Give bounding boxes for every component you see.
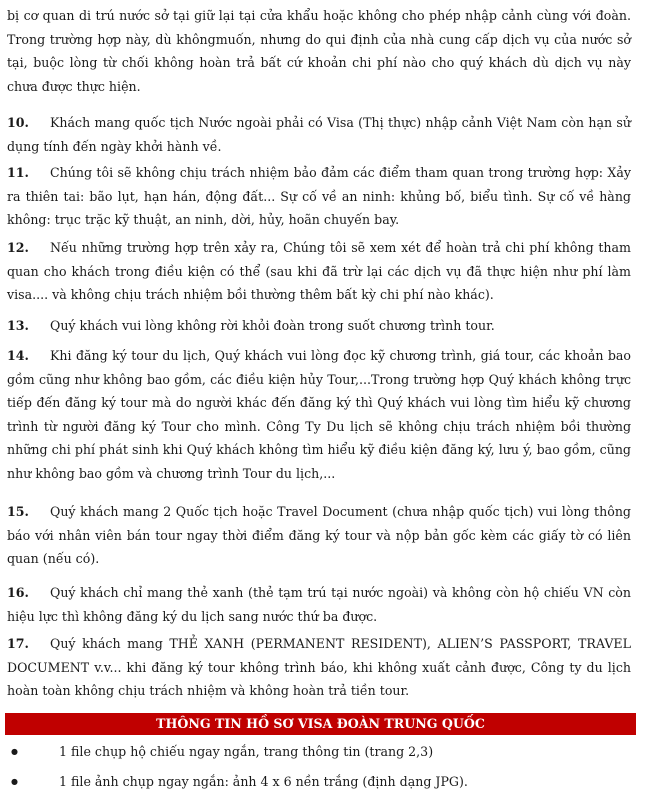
term-text: Chúng tôi sẽ không chịu trách nhiệm bảo đảm các điểm tham quan trong trường hợp: Xảy ra thiên tai: bão lụt, hạn hán, động đất... Sự cố về an ninh: khủng bố, biểu tình. Sự cố về hàng không: trục trặc kỹ thuật, an ninh, dời, hủy, hoãn chuyến bay. bbox=[7, 165, 631, 227]
term-item-13 bbox=[7, 314, 631, 338]
term-text: Quý khách vui lòng không rời khỏi đoàn trong suốt chương trình tour. bbox=[50, 318, 495, 333]
term-number: 17. bbox=[7, 636, 29, 651]
term-text: Quý khách mang THẺ XANH (PERMANENT RESIDENT), ALIEN’S PASSPORT, TRAVEL DOCUMENT v.v... khi đăng ký tour không trình báo, khi không xuất cảnh được, Công ty du lịch hoàn toàn không chịu trách nhiệm và không hoàn trả tiền tour. bbox=[7, 636, 631, 698]
bullet-icon bbox=[7, 740, 59, 763]
list-item-text: 1 file chụp hộ chiếu ngay ngắn, trang thông tin (trang 2,3) bbox=[59, 744, 434, 759]
term-number: 16. bbox=[7, 585, 29, 600]
section-title-banner: THÔNG TIN HỒ SƠ VISA ĐOÀN TRUNG QUỐC bbox=[5, 713, 636, 735]
term-item-10 bbox=[7, 111, 631, 158]
term-item-17 bbox=[7, 632, 631, 703]
term-number: 12. bbox=[7, 240, 29, 255]
term-text: Khách mang quốc tịch Nước ngoài phải có Visa (Thị thực) nhập cảnh Việt Nam còn hạn sử dụng tính đến ngày khởi hành về. bbox=[7, 115, 631, 154]
list-item bbox=[7, 770, 631, 793]
bullet-icon bbox=[7, 770, 59, 793]
term-number: 14. bbox=[7, 348, 29, 363]
term-text: Nếu những trường hợp trên xảy ra, Chúng tôi sẽ xem xét để hoàn trả chi phí không tham quan cho khách trong điều kiện có thể (sau khi đã trừ lại các dịch vụ đã thực hiện như phí làm visa.... và không chịu trách nhiệm bồi thường thêm bất kỳ chi phí nào khác). bbox=[7, 240, 631, 302]
term-item-12 bbox=[7, 236, 631, 307]
term-text: Quý khách chỉ mang thẻ xanh (thẻ tạm trú tại nước ngoài) và không còn hộ chiếu VN còn hiệu lực thì không đăng ký du lịch sang nước thứ ba được. bbox=[7, 585, 631, 624]
term-number: 10. bbox=[7, 115, 29, 130]
intro-text: bị cơ quan di trú nước sở tại giữ lại tại cửa khẩu hoặc không cho phép nhập cảnh cùng với đoàn. Trong trường hợp này, dù khôngmuốn, nhưng do qui định của nhà cung cấp dịch vụ của nước sở tại, buộc lòng từ chối không hoàn trả bất cứ khoản chi phí nào cho quý khách dù dịch vụ này chưa được thực hiện. bbox=[7, 8, 631, 94]
list-item-text: 1 file ảnh chụp ngay ngắn: ảnh 4 x 6 nền trắng (định dạng JPG). bbox=[59, 774, 468, 789]
term-number: 15. bbox=[7, 504, 29, 519]
intro-paragraph bbox=[7, 4, 631, 98]
term-number: 11. bbox=[7, 165, 29, 180]
term-item-16 bbox=[7, 581, 631, 628]
list-item bbox=[7, 740, 631, 763]
term-item-15 bbox=[7, 500, 631, 571]
term-text: Quý khách mang 2 Quốc tịch hoặc Travel Document (chưa nhập quốc tịch) vui lòng thông báo với nhân viên bán tour ngay thời điểm đăng ký tour và nộp bản gốc kèm các giấy tờ có liên quan (nếu có). bbox=[7, 504, 631, 566]
term-text: Khi đăng ký tour du lịch, Quý khách vui lòng đọc kỹ chương trình, giá tour, các khoản bao gồm cũng như không bao gồm, các điều kiện hủy Tour,...Trong trường hợp Quý khách không trực tiếp đến đăng ký tour mà do người khác đến đăng ký thì Quý khách vui lòng tìm hiểu kỹ chương trình từ người đăng ký Tour cho mình. Công Ty Du lịch sẽ không chịu trách nhiệm bồi thường những chi phí phát sinh khi Quý khách không tìm hiểu kỹ điều kiện đăng ký, lưu ý, bao gồm, cũng như không bao gồm và chương trình Tour du lịch,... bbox=[7, 348, 631, 481]
term-number: 13. bbox=[7, 318, 29, 333]
term-item-14 bbox=[7, 344, 631, 485]
term-item-11 bbox=[7, 161, 631, 232]
